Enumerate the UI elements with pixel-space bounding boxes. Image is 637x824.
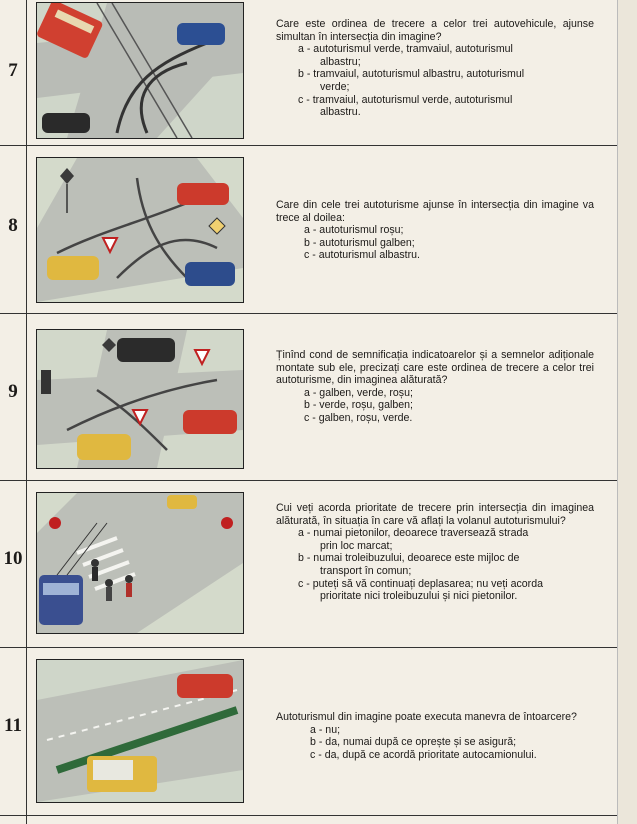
intersection-illustration: [36, 329, 244, 469]
answer-option-a[interactable]: a - numai pietonilor, deoarece traversează strada: [298, 527, 529, 540]
question-number: 7: [8, 60, 18, 81]
answer-option-c[interactable]: c - galben, roșu, verde.: [304, 411, 413, 424]
answer-option-a-continued: albastru;: [320, 55, 361, 68]
answer-option-b[interactable]: b - autoturismul galben;: [304, 236, 415, 249]
answer-option-a[interactable]: a - autoturismul roșu;: [304, 224, 404, 237]
answer-option-a-continued: prin loc marcat;: [320, 539, 393, 552]
question-text-block: [276, 199, 594, 262]
answer-option-c-continued: prioritate nici troleibuzului și nici pietonilor.: [320, 590, 518, 603]
answer-option-b[interactable]: b - da, numai după ce oprește și se asigură;: [310, 736, 517, 749]
intersection-illustration: [36, 157, 244, 303]
question-row-8: [0, 145, 617, 314]
question-text-block: [276, 18, 594, 119]
question-row-10: [0, 480, 617, 648]
question-number: 10: [3, 548, 23, 569]
question-row-7: [0, 0, 617, 146]
intersection-illustration: [36, 2, 244, 139]
answer-option-b-continued: transport în comun;: [320, 564, 412, 577]
signs-intersection-image: [37, 330, 243, 468]
question-text-block: [276, 711, 594, 761]
page-edge-column: [617, 0, 637, 824]
question-stem: Cui veți acorda prioritate de trecere prin intersecția din imaginea alăturată, în situația în care vă aflați la volanul autoturismului?: [276, 502, 594, 527]
u-turn-image: [37, 660, 243, 802]
answer-option-c[interactable]: c - puteți să vă continuați deplasarea; nu veți acorda: [298, 577, 543, 590]
answer-option-c[interactable]: c - tramvaiul, autoturismul verde, autoturismul: [298, 93, 513, 106]
question-stem: Autoturismul din imagine poate executa manevra de întoarcere?: [276, 711, 577, 723]
answer-option-a[interactable]: a - nu;: [310, 723, 341, 736]
question-text-block: [276, 502, 594, 603]
answer-option-c[interactable]: c - autoturismul albastru.: [304, 249, 420, 262]
answer-option-b[interactable]: b - verde, roșu, galben;: [304, 399, 413, 412]
question-number: 8: [8, 215, 18, 236]
road-illustration: [36, 659, 244, 803]
answer-option-c[interactable]: c - da, după ce acordă prioritate autocamionului.: [310, 748, 537, 761]
question-stem: Ținînd cond de semnificația indicatoarelor și a semnelor adiționale montate sub ele, precizați care este ordinea de trecere a celor trei autoturisme, din imaginea alăturată?: [276, 349, 594, 387]
answer-option-a[interactable]: a - galben, verde, roșu;: [304, 386, 413, 399]
question-number: 9: [8, 381, 18, 402]
question-text-block: [276, 349, 594, 425]
answer-option-c-continued: albastru.: [320, 106, 361, 119]
question-stem: Care este ordinea de trecere a celor trei autovehicule, ajunse simultan în intersecția din imagine?: [276, 18, 594, 43]
answer-option-b-continued: verde;: [320, 80, 350, 93]
answer-option-b[interactable]: b - tramvaiul, autoturismul albastru, autoturismul: [298, 68, 525, 81]
tram-intersection-image: [37, 3, 243, 138]
question-number: 11: [4, 715, 22, 736]
trolleybus-pedestrians-image: [37, 493, 243, 633]
intersection-illustration: [36, 492, 244, 634]
question-row-11: [0, 647, 617, 816]
question-stem: Care din cele trei autoturisme ajunse în intersecția din imagine va trece al doilea:: [276, 199, 594, 224]
three-cars-intersection-image: [37, 158, 243, 302]
question-row-9: [0, 313, 617, 481]
answer-option-a[interactable]: a - autoturismul verde, tramvaiul, autoturismul: [298, 43, 513, 56]
answer-option-b[interactable]: b - numai troleibuzului, deoarece este mijloc de: [298, 552, 520, 565]
